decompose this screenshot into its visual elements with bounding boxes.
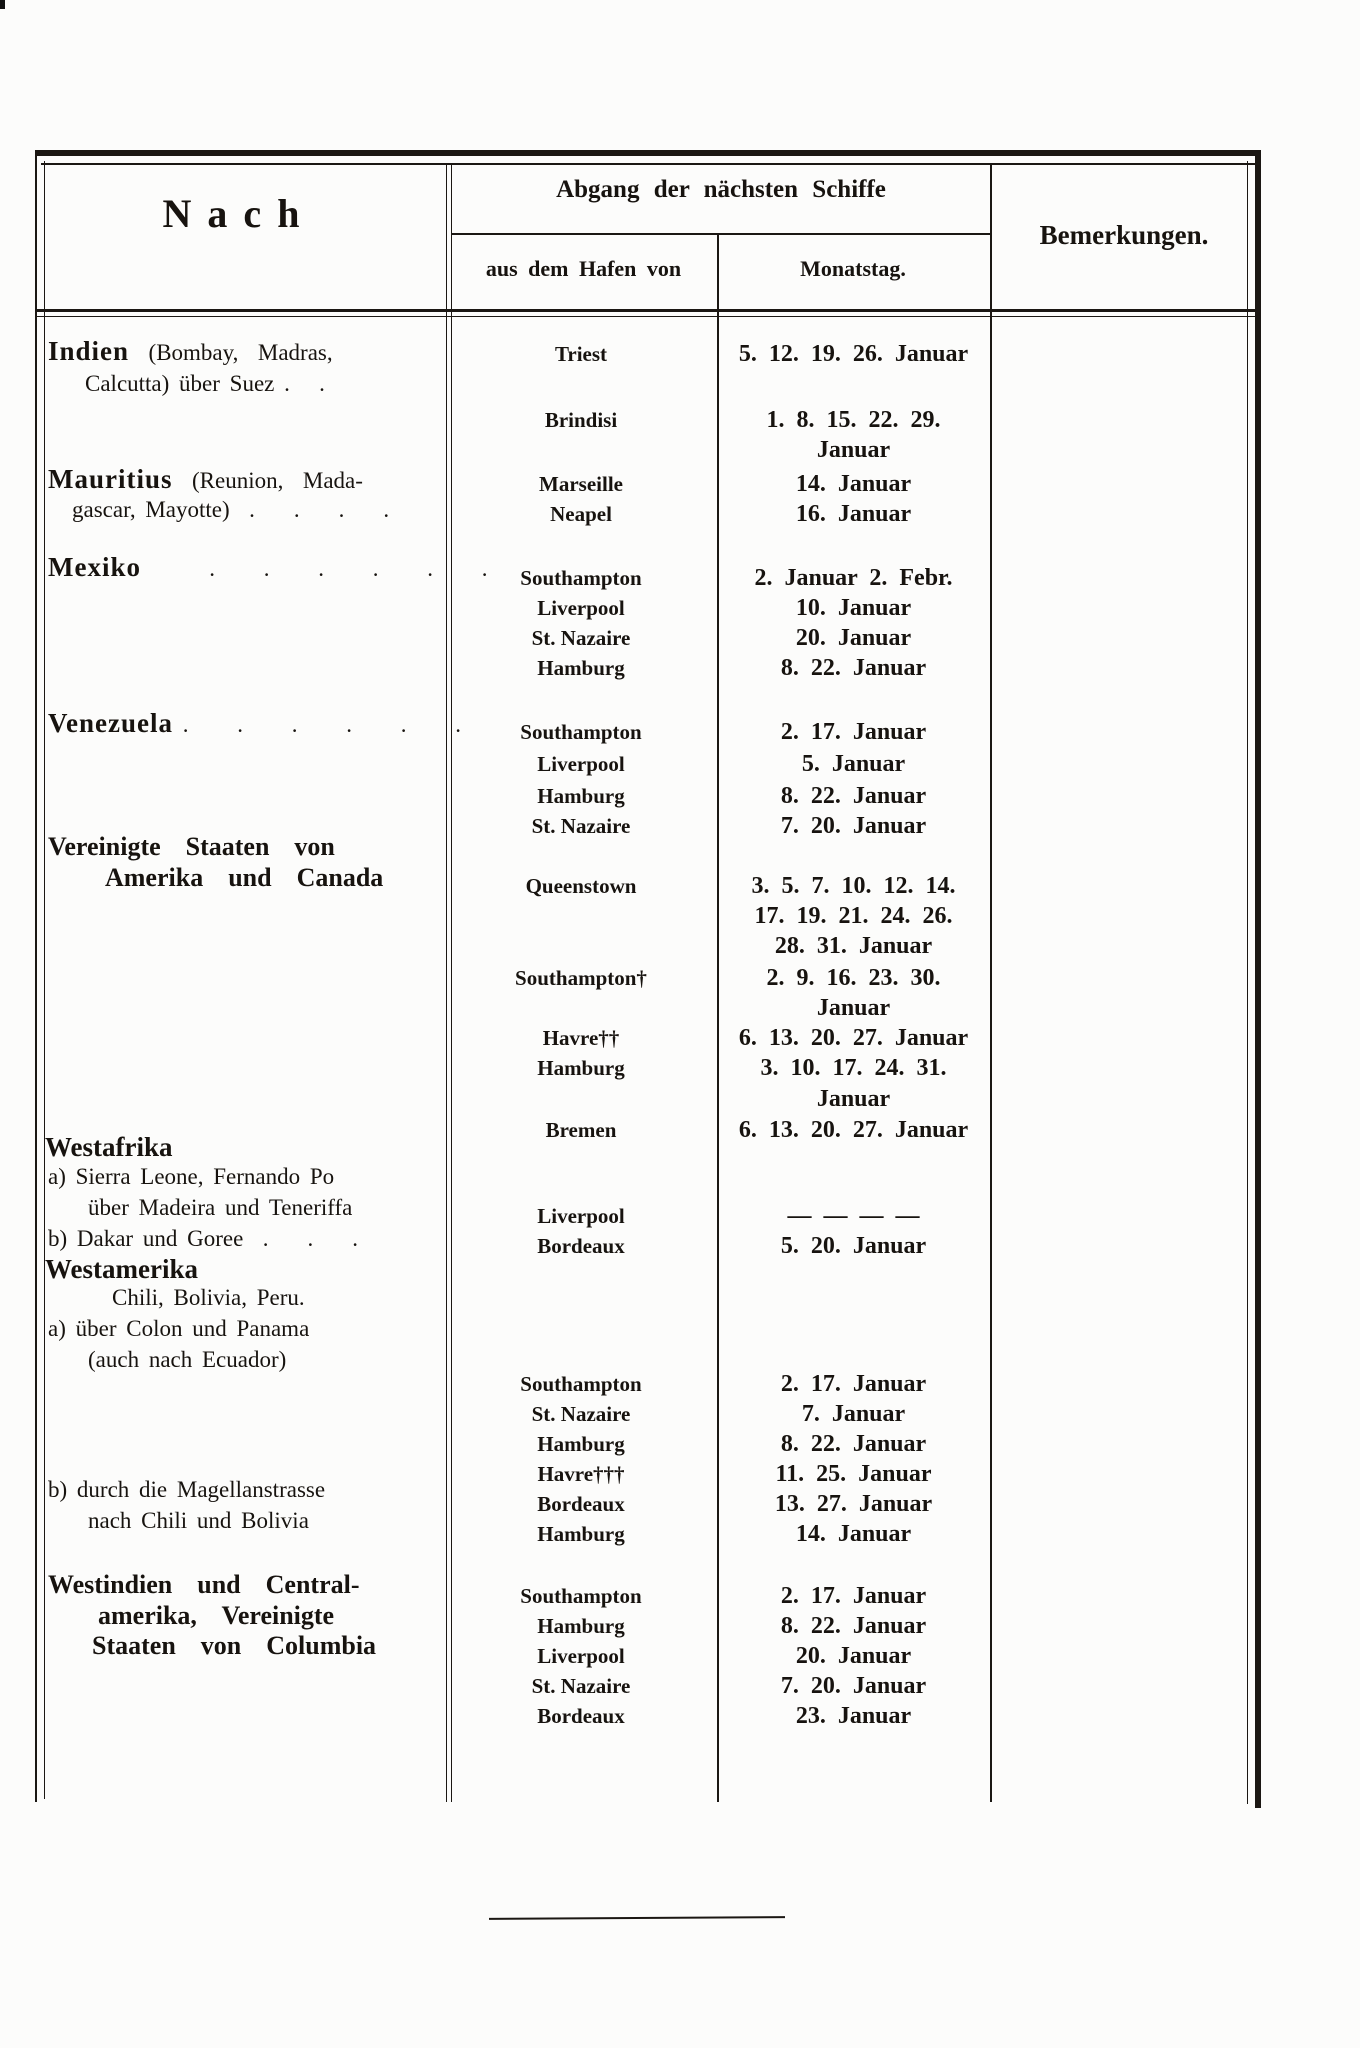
schedule-row — [0, 780, 1360, 812]
departure-dates: 20. Januar — [795, 625, 912, 651]
port-name: Hamburg — [537, 1056, 625, 1080]
column-header-monatstag: Monatstag. — [800, 256, 906, 281]
departure-dates: 6. 13. 20. 27. Januar — [738, 1117, 969, 1143]
departure-dates: 23. Januar — [795, 1703, 912, 1729]
departure-dates: 8. 22. Januar — [780, 1431, 927, 1457]
port-name: St. Nazaire — [531, 1674, 631, 1698]
schedule-row — [0, 1083, 1360, 1115]
schedule-row — [0, 1458, 1360, 1490]
departure-dates: 17. 19. 21. 24. 26. — [754, 903, 953, 929]
departure-dates: 5. 20. Januar — [780, 1233, 927, 1259]
departure-dates: 2. 17. Januar — [780, 1583, 927, 1609]
departure-dates: 2. 17. Januar — [780, 1371, 927, 1397]
schedule-row — [0, 748, 1360, 780]
schedule-row — [0, 1670, 1360, 1702]
destination-name: Indien — [48, 336, 130, 366]
schedule-row — [0, 716, 1360, 748]
schedule-row — [0, 652, 1360, 684]
departure-dates: 28. 31. Januar — [774, 933, 933, 959]
destination-title-usa: Vereinigte Staaten von — [48, 832, 335, 861]
schedule-row — [0, 992, 1360, 1024]
departure-dates: 1. 8. 15. 22. 29. — [766, 407, 941, 433]
port-name: Southampton — [520, 720, 642, 744]
departure-dates: 13. 27. Januar — [774, 1491, 933, 1517]
port-name: Liverpool — [537, 596, 625, 620]
departure-dates: 2. 9. 16. 23. 30. — [766, 965, 941, 991]
departure-dates: 8. 22. Januar — [780, 1613, 927, 1639]
schedule-row — [0, 1700, 1360, 1732]
scan-speck — [0, 0, 5, 9]
departure-dates: 2. 17. Januar — [780, 719, 927, 745]
destination-subline: b) Dakar und Goree . . . — [48, 1226, 359, 1251]
destination-subline: amerika, Vereinigte — [98, 1601, 335, 1630]
destination-subline: über Madeira und Teneriffa — [88, 1195, 353, 1220]
departure-dates: 14. Januar — [795, 471, 912, 497]
port-name: Bremen — [545, 1118, 617, 1142]
schedule-row — [0, 1022, 1360, 1054]
schedule-row — [0, 498, 1360, 530]
departure-dates-dashes: — — — — — [787, 1203, 920, 1229]
schedule-row — [0, 962, 1360, 994]
departure-dates: 16. Januar — [795, 501, 912, 527]
schedule-row — [0, 404, 1360, 436]
schedule-row — [0, 1428, 1360, 1460]
destination-name: Venezuela — [48, 708, 173, 738]
destination-subline: Staaten von Columbia — [92, 1631, 377, 1660]
port-name: Hamburg — [537, 784, 625, 808]
schedule-row — [0, 562, 1360, 594]
schedule-row — [0, 1368, 1360, 1400]
destination-title-westafrika: Westafrika — [45, 1132, 173, 1162]
departure-dates: 8. 22. Januar — [780, 655, 927, 681]
destination-detail: (Reunion, Mada- — [172, 468, 363, 493]
destination-subline: a) über Colon und Panama — [48, 1316, 310, 1341]
schedule-row — [0, 1114, 1360, 1146]
schedule-row — [0, 1610, 1360, 1642]
departure-dates: 2. Januar 2. Febr. — [754, 565, 953, 591]
destination-subline: b) durch die Magellanstrasse — [48, 1477, 326, 1502]
schedule-row — [0, 1640, 1360, 1672]
schedule-row — [0, 1230, 1360, 1262]
schedule-row — [0, 870, 1360, 902]
table-border-top-thin — [41, 163, 1257, 165]
port-name: Liverpool — [537, 1204, 625, 1228]
header-bottom-rule-b — [35, 316, 1257, 317]
schedule-row — [0, 1518, 1360, 1550]
departure-dates: 3. 5. 7. 10. 12. 14. — [751, 873, 956, 899]
departure-dates: 10. Januar — [795, 595, 912, 621]
port-name: Neapel — [550, 502, 612, 526]
column-header-abgang: Abgang der nächsten Schiffe — [556, 176, 886, 203]
port-name: Southampton† — [515, 966, 647, 990]
departure-dates: 20. Januar — [795, 1643, 912, 1669]
departure-dates: Januar — [816, 437, 891, 463]
footer-separator-rule — [489, 1916, 785, 1920]
departure-dates: Januar — [816, 995, 891, 1021]
port-name: Bordeaux — [537, 1234, 625, 1258]
schedule-row — [0, 900, 1360, 932]
schedule-row — [0, 1488, 1360, 1520]
column-header-hafen-von: aus dem Hafen von — [485, 256, 682, 281]
leader-dots: . . . . . . — [173, 712, 461, 737]
port-name: Hamburg — [537, 1614, 625, 1638]
schedule-row — [0, 1200, 1360, 1232]
port-name: Marseille — [539, 472, 623, 496]
departure-dates: 3. 10. 17. 24. 31. — [760, 1055, 947, 1081]
port-name: Havre†† — [542, 1026, 620, 1050]
schedule-row — [0, 1052, 1360, 1084]
port-name: St. Nazaire — [531, 1402, 631, 1426]
destination-subline: Amerika und Canada — [105, 863, 384, 892]
departure-dates: 14. Januar — [795, 1521, 912, 1547]
schedule-row — [0, 930, 1360, 962]
table-border-top-thick — [35, 150, 1261, 156]
port-name: Havre††† — [537, 1462, 625, 1486]
departure-dates: Januar — [816, 1086, 891, 1112]
schedule-row — [0, 810, 1360, 842]
port-name: Southampton — [520, 1372, 642, 1396]
destination-subline: (auch nach Ecuador) — [88, 1347, 287, 1372]
destination-subline: gascar, Mayotte) . . . . — [72, 497, 390, 522]
port-name: Bordeaux — [537, 1492, 625, 1516]
destination-subline: Calcutta) über Suez . . — [85, 371, 325, 396]
schedule-row — [0, 622, 1360, 654]
abgang-underline — [452, 233, 990, 235]
schedule-row — [0, 592, 1360, 624]
port-name: St. Nazaire — [531, 814, 631, 838]
port-name: Hamburg — [537, 656, 625, 680]
leader-dots: . . . . . . — [141, 556, 488, 581]
port-name: Bordeaux — [537, 1704, 625, 1728]
destination-name: Mauritius — [48, 464, 173, 494]
destination-title-westindien: Westindien und Central- — [48, 1570, 360, 1599]
departure-dates: 7. 20. Januar — [780, 813, 927, 839]
port-name: Hamburg — [537, 1432, 625, 1456]
port-name: Liverpool — [537, 1644, 625, 1668]
port-name: Hamburg — [537, 1522, 625, 1546]
port-name: Southampton — [520, 566, 642, 590]
schedule-row — [0, 338, 1360, 370]
port-name: Triest — [554, 342, 608, 366]
destination-title-westamerika: Westamerika — [45, 1254, 198, 1284]
schedule-row — [0, 1580, 1360, 1612]
departure-dates: 8. 22. Januar — [780, 783, 927, 809]
departure-dates: 11. 25. Januar — [775, 1461, 932, 1487]
departure-dates: 5. 12. 19. 26. Januar — [738, 341, 969, 367]
destination-subline: Chili, Bolivia, Peru. — [112, 1285, 305, 1310]
departure-dates: 7. 20. Januar — [780, 1673, 927, 1699]
column-header-nach: Nach — [162, 191, 316, 236]
port-name: Brindisi — [544, 408, 618, 432]
departure-dates: 7. Januar — [801, 1401, 906, 1427]
destination-subline: nach Chili und Bolivia — [88, 1508, 309, 1533]
header-bottom-rule-a — [35, 309, 1257, 312]
destination-detail: (Bombay, Madras, — [129, 340, 333, 365]
schedule-row — [0, 468, 1360, 500]
port-name: Southampton — [520, 1584, 642, 1608]
port-name: St. Nazaire — [531, 626, 631, 650]
departure-dates: 5. Januar — [801, 751, 906, 777]
port-name: Queenstown — [525, 874, 637, 898]
column-header-bemerkungen: Bemerkungen. — [1039, 220, 1209, 250]
port-name: Liverpool — [537, 752, 625, 776]
destination-subline: a) Sierra Leone, Fernando Po — [48, 1164, 335, 1189]
departure-dates: 6. 13. 20. 27. Januar — [738, 1025, 969, 1051]
schedule-row — [0, 1398, 1360, 1430]
destination-name: Mexiko — [48, 552, 141, 582]
schedule-row — [0, 434, 1360, 466]
